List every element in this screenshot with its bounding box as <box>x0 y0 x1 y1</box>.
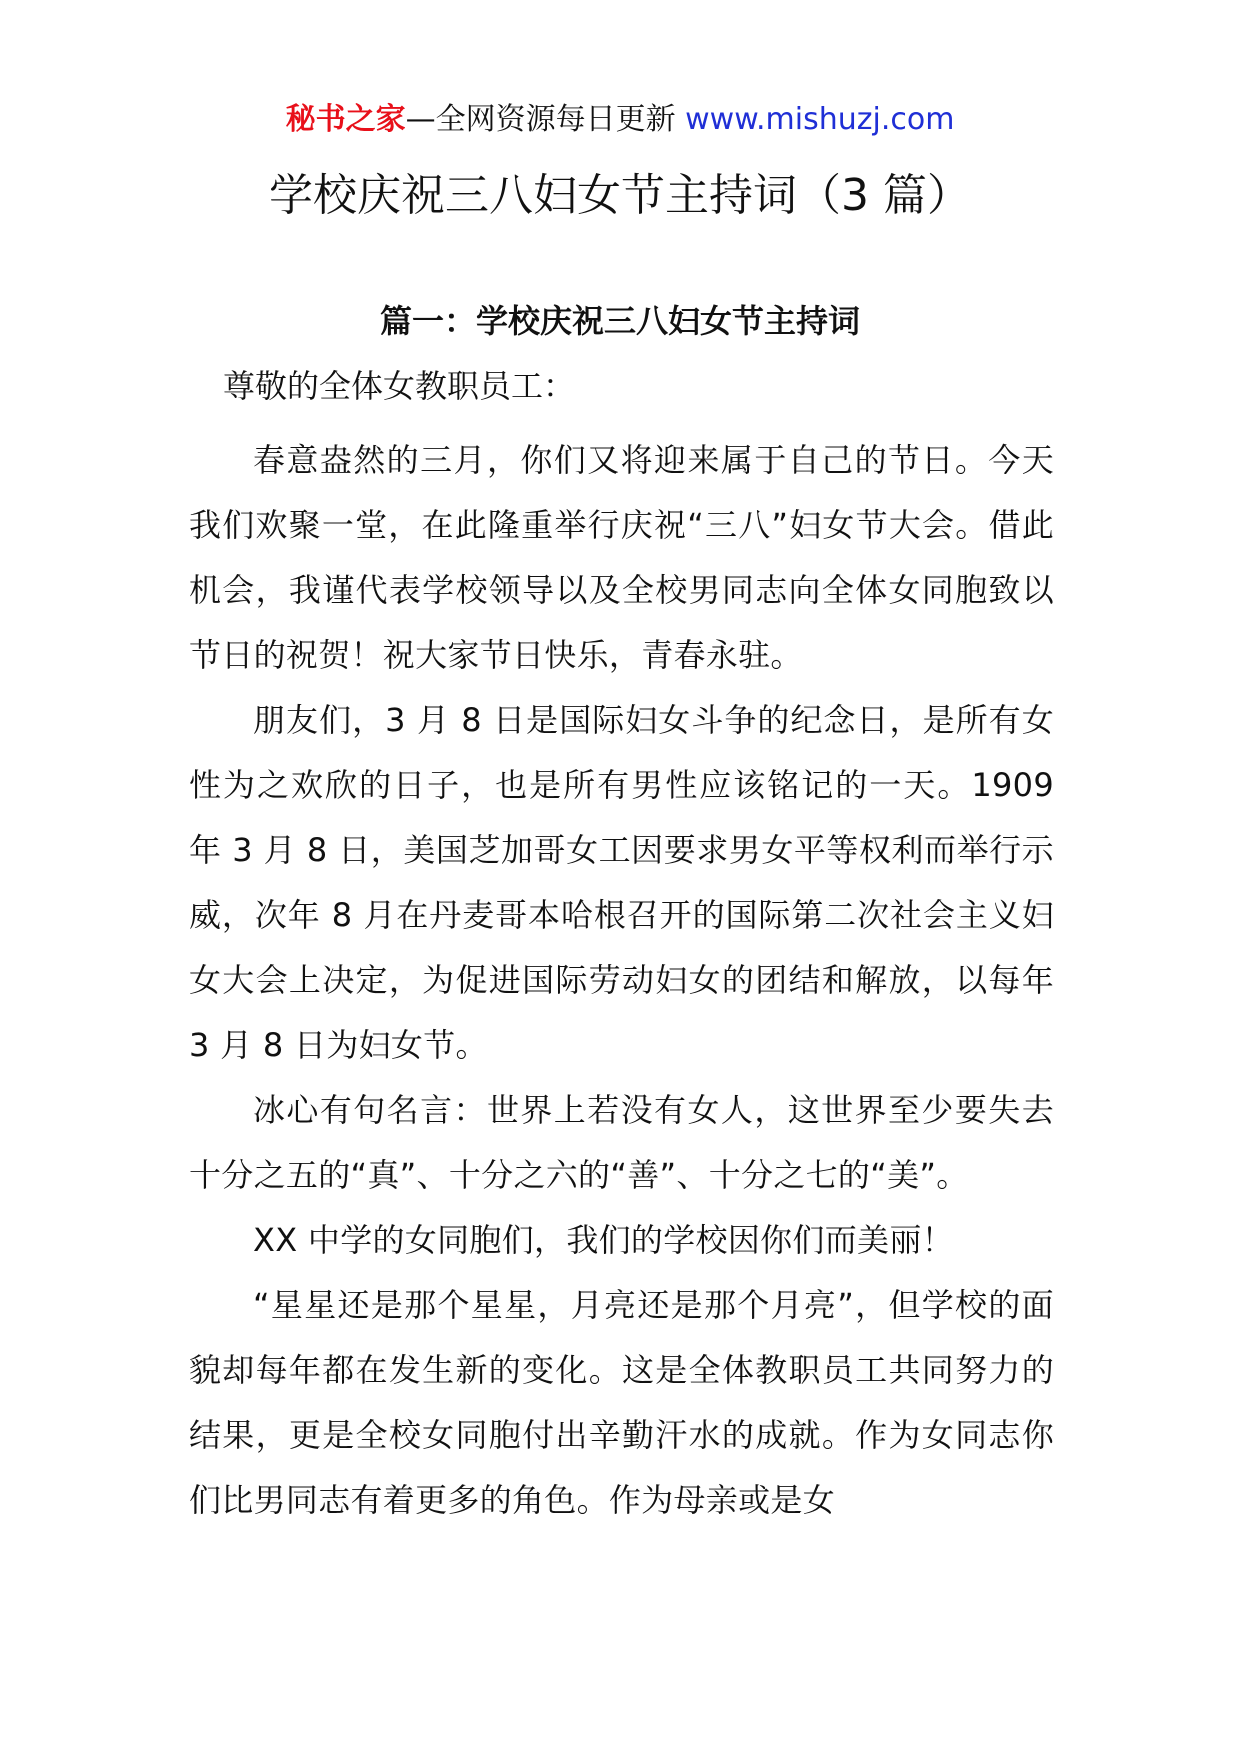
section-heading: 篇一：学校庆祝三八妇女节主持词 <box>379 302 860 340</box>
header-tagline: —全网资源每日更新 <box>405 102 686 137</box>
salutation: 尊敬的全体女教职员工： <box>223 367 576 405</box>
site-header <box>0 98 1240 142</box>
document-title: 学校庆祝三八妇女节主持词（3 篇） <box>269 170 971 221</box>
paragraph: 春意盎然的三月，你们又将迎来属于自己的节日。今天我们欢聚一堂，在此隆重举行庆祝“三八”妇女节大会。借此机会，我谨代表学校领导以及全校男同志向全体女同胞致以节日的祝贺！祝大家节日快乐，青春永驻。 <box>189 441 1054 674</box>
body-text <box>189 428 1054 1533</box>
brand-name: 秘书之家 <box>285 102 406 137</box>
site-url-link[interactable]: www.mishuzj.com <box>685 102 955 137</box>
paragraph: XX 中学的女同胞们，我们的学校因你们而美丽！ <box>253 1221 954 1259</box>
paragraph: 冰心有句名言：世界上若没有女人，这世界至少要失去十分之五的“真”、十分之六的“善”、十分之七的“美”。 <box>189 1091 1054 1194</box>
paragraph: “星星还是那个星星，月亮还是那个月亮”，但学校的面貌却每年都在发生新的变化。这是全体教职员工共同努力的结果，更是全校女同胞付出辛勤汗水的成就。作为女同志你们比男同志有着更多的角色。作为母亲或是女 <box>189 1286 1054 1519</box>
paragraph: 朋友们，3 月 8 日是国际妇女斗争的纪念日，是所有女性为之欢欣的日子，也是所有男性应该铭记的一天。1909 年 3 月 8 日，美国芝加哥女工因要求男女平等权利而举行示威，次年 8 月在丹麦哥本哈根召开的国际第二次社会主义妇女大会上决定，为促进国际劳动妇女的团结和解放，以每年 3 月 8 日为妇女节。 <box>189 701 1054 1064</box>
